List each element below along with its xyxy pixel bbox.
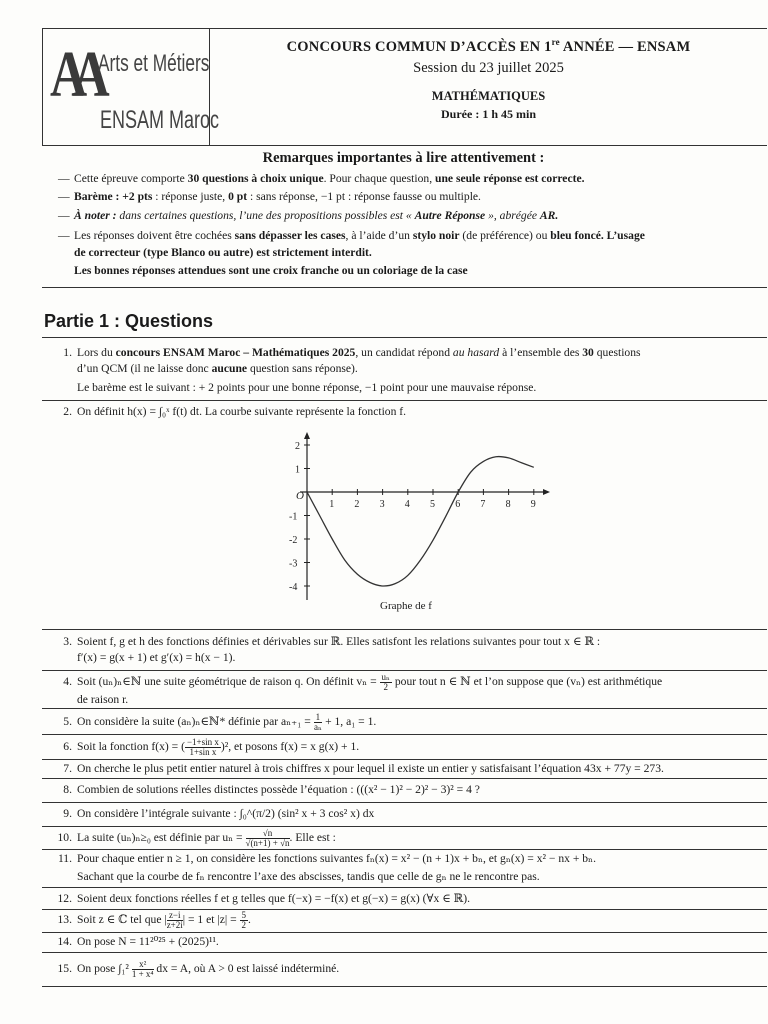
exam-duration: Durée : 1 h 45 min	[441, 107, 536, 121]
y-tick-label: -1	[289, 511, 298, 523]
logo-line1: Arts et Métiers	[98, 50, 210, 77]
remark-4b: de correcteur (type Blanco ou autre) est strictement interdit.	[74, 246, 372, 259]
question-6: 6. Soit la fonction f(x) = ( $\frac{\text{−1+sin x}}{\text{1+sin x}}$ )², et posons f(x) = x g(x) + 1.	[63, 737, 360, 757]
question-3: 3. Soient f, g et h des fonctions définies et dérivables sur ℝ. Elles satisfont les relations suivantes pour tout x ∈ ℝ : f′(x) = g(x + 1) et g′(x) = h(x − 1).	[63, 635, 601, 664]
divider	[42, 400, 767, 401]
remark-4: — Les réponses doivent être cochées sans dépasser les cases, à l’aide d’un stylo noir (de préférence) ou bleu foncé. L’usage	[58, 229, 645, 242]
x-tick-label: 1	[329, 499, 335, 510]
y-tick-label: 1	[295, 464, 300, 476]
remarks-title: Remarques importantes à lire attentivement :	[262, 150, 545, 166]
graph-caption: Graphe de f	[380, 600, 432, 612]
x-tick-label: 9	[530, 499, 536, 510]
x-tick-label: 2	[354, 499, 360, 510]
remark-5: Les bonnes réponses attendues sont une croix franche ou un coloriage de la case	[74, 264, 468, 277]
logo	[42, 28, 220, 146]
logo-mark: A A	[50, 38, 99, 111]
divider	[42, 849, 767, 850]
remark-3: — À noter : dans certaines questions, l’une des propositions possibles est « Autre Réponse », abrégée AR.	[58, 209, 559, 222]
exam-session: Session du 23 juillet 2025	[413, 60, 564, 76]
remark-2: — Barème : +2 pts : réponse juste, 0 pt : sans réponse, −1 pt : réponse fausse ou multiple.	[58, 190, 481, 203]
y-tick-label: 2	[295, 441, 300, 452]
question-5: 5. On considère la suite (aₙ)ₙ∈ℕ* définie par aₙ₊₁ = $\frac{1}{\text{aₙ}}$ + 1, a₁ = 1.	[63, 712, 377, 732]
divider	[42, 932, 767, 933]
x-tick-label: 5	[430, 499, 435, 510]
y-tick-label: -3	[289, 558, 298, 570]
y-axis-arrow	[304, 432, 310, 439]
divider	[42, 629, 767, 630]
remark-1: — Cette épreuve comporte 30 questions à choix unique. Pour chaque question, une seule réponse est correcte.	[58, 172, 585, 185]
question-10: 10. La suite (uₙ)ₙ≥₀ est définie par uₙ = $\frac{√n}{√(n+1) + √n}$ . Elle est :	[57, 828, 336, 848]
divider	[42, 337, 767, 338]
divider	[42, 708, 767, 709]
curve-f	[307, 457, 534, 586]
divider	[42, 952, 767, 953]
question-14: 14. On pose N = 11²⁰²⁵ + (2025)¹¹.	[57, 935, 219, 948]
question-7: 7. On cherche le plus petit entier naturel à trois chiffres x pour lequel il existe un entier y satisfaisant l’équation 43x + 77y = 273.	[63, 762, 664, 775]
exam-title: CONCOURS COMMUN D’ACCÈS EN 1re ANNÉE — ENSAM	[286, 37, 691, 55]
function-graph	[280, 430, 560, 602]
y-tick-label: -4	[289, 582, 298, 593]
question-12: 12. Soient deux fonctions réelles f et g telles que f(−x) = −f(x) et g(−x) = g(x) (∀x ∈ ℝ).	[57, 892, 471, 905]
question-15: 15. On pose ∫₁² $\frac{\text{x²}}{\text{1 + x⁴}}$ dx = A, où A > 0 est laissé indéterminé.	[57, 959, 340, 979]
divider	[42, 670, 767, 671]
x-tick-label: 7	[480, 499, 486, 510]
question-13: 13. Soit z ∈ ℂ tel que | $\frac{z-i}{z+2i}$ | = 1 et |z| = $\frac{5}{2}$ .	[57, 910, 251, 930]
x-tick-label: 3	[379, 499, 385, 510]
divider	[42, 778, 767, 779]
exam-subject: MATHÉMATIQUES	[431, 89, 546, 103]
x-tick-label: 8	[505, 499, 511, 510]
divider	[42, 986, 767, 987]
logo-line2: ENSAM Maroc	[100, 106, 220, 134]
x-tick-label: 4	[404, 499, 410, 510]
divider	[42, 909, 767, 910]
x-axis-arrow	[543, 489, 550, 495]
part-title: Partie 1 : Questions	[44, 311, 214, 331]
question-8: 8. Combien de solutions réelles distinctes possède l’équation : (((x² − 1)² − 2)² − 3)² = 4 ?	[63, 783, 480, 796]
divider	[42, 802, 767, 803]
divider	[42, 759, 767, 760]
y-tick-label: -2	[289, 535, 298, 546]
question-4: 4. Soit (uₙ)ₙ∈ℕ une suite géométrique de raison q. On définit vₙ = $\frac{\text{uₙ}}{2}$ pour tout n ∈ ℕ et l’on suppose que (vₙ) est arithmétique de raison r.	[63, 672, 663, 706]
divider	[42, 826, 767, 827]
x-tick-label: 6	[455, 499, 461, 510]
divider	[42, 287, 767, 288]
origin-label: O	[296, 490, 304, 502]
divider	[42, 734, 767, 735]
question-2: 2. On définit h(x) = ∫₀ˣ f(t) dt. La courbe suivante représente la fonction f.	[63, 405, 407, 418]
question-11: 11. Pour chaque entier n ≥ 1, on considère les fonctions suivantes fₙ(x) = x² − (n + 1)x + bₙ, et gₙ(x) = x² − nx + bₙ. Sachant que la courbe de fₙ rencontre l’axe des abscisses, tandis que celle de gₙ ne le rencontre pas.	[57, 852, 596, 883]
divider	[42, 887, 767, 888]
question-1: 1. Lors du concours ENSAM Maroc – Mathématiques 2025, un candidat répond au hasard à l’ensemble des 30 questions d’un QCM (il ne laisse donc aucune question sans réponse). Le barème est le suivant : + 2 points pour une bonne réponse, −1 point pour une mauvaise réponse.	[63, 346, 641, 394]
question-9: 9. On considère l’intégrale suivante : ∫₀^(π/2) (sin² x + 3 cos² x) dx	[63, 807, 375, 820]
